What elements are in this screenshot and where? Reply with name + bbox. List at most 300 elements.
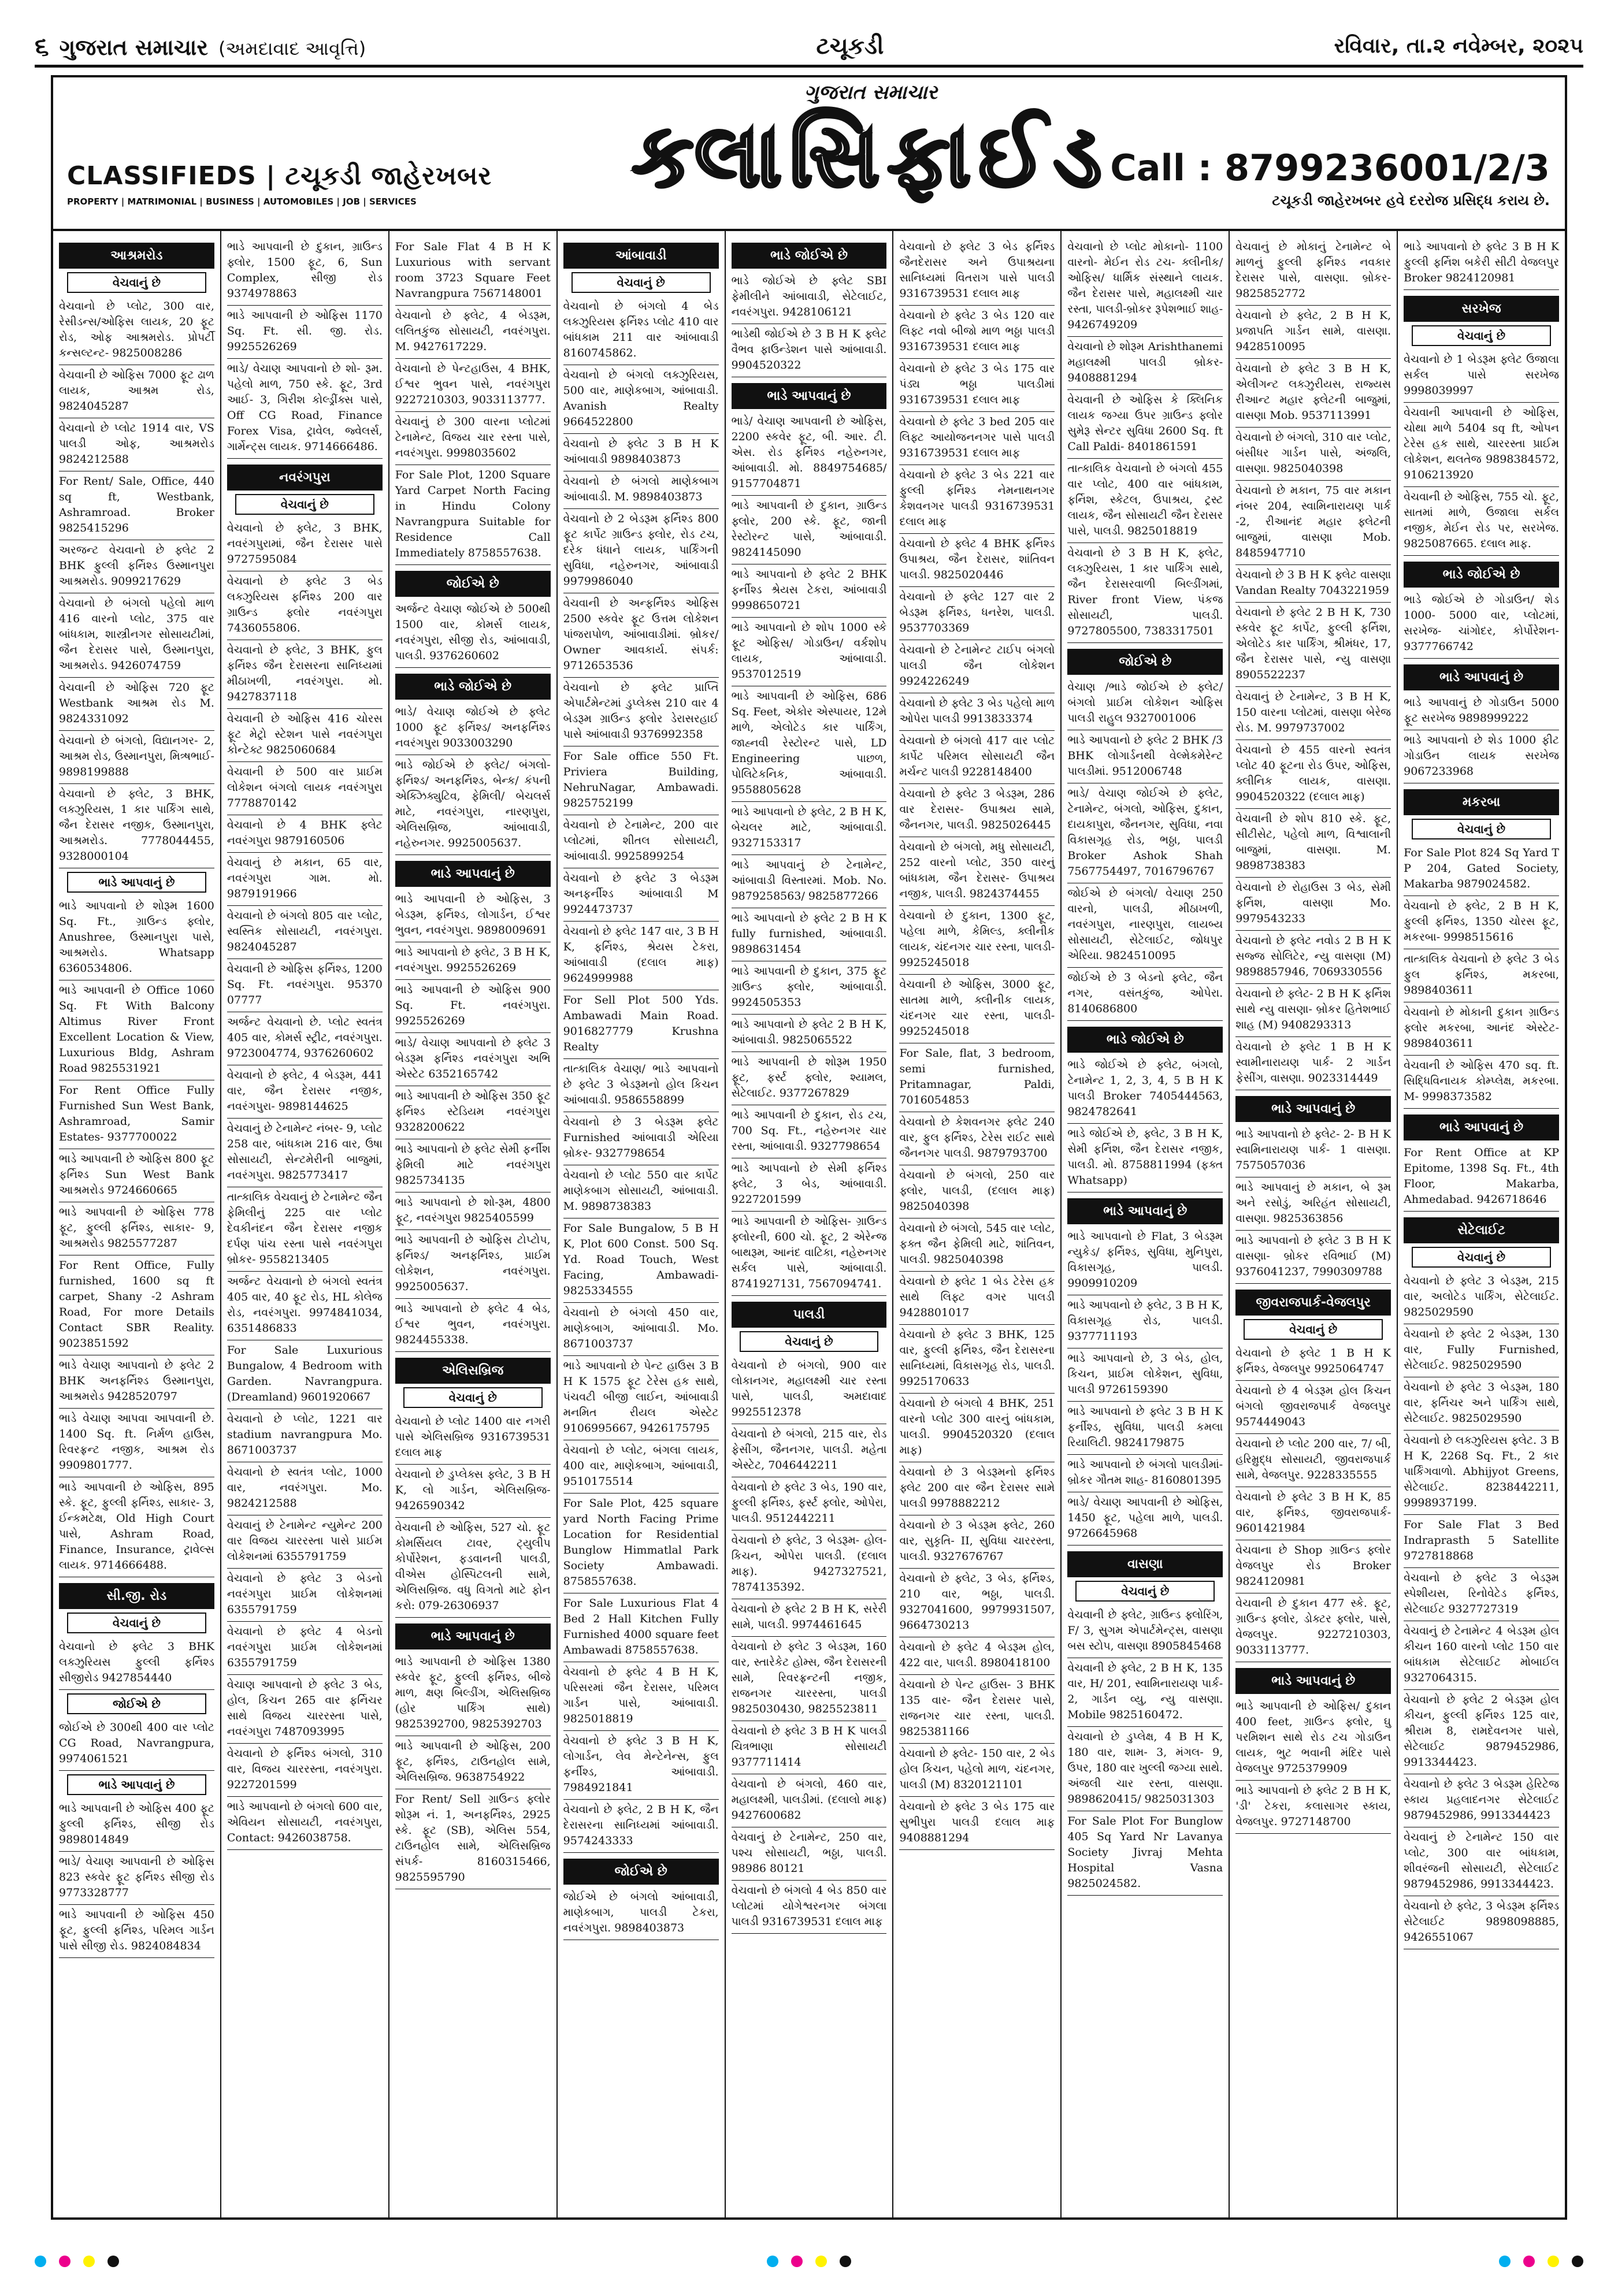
classified-ad: વેચવાનો છે ફ્લેટ 3 B H K, 85 વાર, ફર્નિશ્ડ, જીવરાજપાર્ક- 9601421984: [1235, 1487, 1391, 1540]
classified-ad: For Sale Bungalow, 5 B H K, Plot 600 Const. 500 Sq. Yd. Road Touch, West Facing, Ambawadi- 9825334555: [563, 1218, 719, 1303]
contact-box: [1110, 147, 1550, 209]
call-note: ટચૂકડી જાહેરખબર હવે દરરોજ પ્રસિદ્ધ કરાય છે.: [1272, 192, 1550, 209]
classified-ad: વેચવાનો છે ફ્લેટ 3 B H K, એલીગન્ટ લક્ઝુરીયસ, રાજ્યસ રીઆન્ટ મહાર ફ્લેટની બાજુમાં, વાસણા Mob. 9537113991: [1235, 359, 1391, 428]
classified-ad: વેચવાનું છે ટેનામેન્ટ 4 બેડરૂમ હોલ કીચન 160 વારનો પ્લોટ 150 વાર બાંધકામ સેટેલાઈટ મોબાઈલ 9327064315.: [1404, 1621, 1559, 1690]
classified-ad: વેચવાનો છે પ્લોટ, બંગલા લાયક, 400 વાર, માણેકબાગ, આંબાવાડી, 9510175514: [563, 1440, 719, 1493]
area-heading: એલિસબ્રિજ: [395, 1358, 551, 1384]
classified-ad: ભાડે આપવાનો છે શો-રૂમ, 4800 ફૂટ, નવરંગપુરા 9825405599: [395, 1192, 551, 1230]
classified-ad: વેચવાનો છે બંગલો, 310 વાર પ્લોટ, બંસીધર ગાર્ડન પાસે, અંજલિ, વાસણા. 9825040398: [1235, 428, 1391, 481]
ad-column: [221, 231, 389, 2217]
classified-ad: વેચવાનો છે મોકાની દુકાન ગ્રાઉન્ડ ફ્લોર મકરબા, આનંદ એસ્ટેટ- 9898403611: [1404, 1002, 1559, 1056]
page-footer: [35, 2250, 1583, 2273]
classified-ad: ભાડે આપવાની છે ઓફિસ/ દુકાન 400 feet, ગ્રાઉન્ડ ફ્લોર, ઘુ પરમિશન સાથે રોડ ટચ ગોડાઉન લાયક, ભુટ ભવાની મંદિર પાસે વેજલપુર 9725379909: [1235, 1696, 1391, 1781]
magenta-mark: [1523, 2256, 1535, 2267]
classified-ad: વેચવાનો છે 2 બેડરૂમ ફર્નિશ્ડ 800 ફૂટ કાર્પેટ ગ્રાઉન્ડ ફ્લોર, રોડ ટચ, દરેક ધંધાને લાયક, પાર્કિંગની સુવિધા, નહેરુનગર, આંબાવાડી 9979986040: [563, 509, 719, 593]
classified-page: [51, 75, 1567, 2220]
classified-ad: વેચવાનો છે શોરૂમ Arishthanemi મહાલક્ષ્મી પાલડી બ્રોકર- 9408881294: [1067, 337, 1223, 390]
classified-ad: For Sale Plot, 1200 Square Yard Carpet North Facing in Hindu Colony Navrangpura Suitable for Residence Call Immediately 8758557638.: [395, 465, 551, 565]
classified-ad: વેચવાનો છે બંગલો 805 વાર પ્લોટ, સ્વસ્તિક સોસાયટી, નવરંગપુરા. 9824045287: [227, 906, 383, 959]
category-heading: વેચવાનું છે: [67, 1613, 206, 1633]
classified-ad: ભાડે વેચાણ આપવાનો છે ફ્લેટ 2 BHK અનફર્નિશ્ડ ઉસ્માનપુરા, આશ્રમરોડ 9428520797: [59, 1355, 214, 1409]
classified-ad: ભાડે/ વેચાણ આપવાની છે ઓફિસ 823 સ્કવેર ફૂટ ફર્નિશ્ડ સીજી રોડ 9773328777: [59, 1852, 214, 1905]
classified-ad: તાત્કાલિક વેચવાનું છે ટેનામેન્ટ જૈન ફેમિલીનું 225 વાર પ્લોટ દેવકીનંદન જૈન દેરાસર નજીક દર્પણ પાંચ રસ્તા પાસે નવરંગપુરા બ્રોકર- 9558213405: [227, 1187, 383, 1272]
classified-ad: For Sale Flat 3 Bed Indraprasth 5 Satellite 9727818868: [1404, 1515, 1559, 1568]
classified-ad: વેચવાનો છે ફ્લેટ, 2 B H K, જૈન દેરાસરના સાનિધ્યમાં આંબાવાડી. 9574243333: [563, 1800, 719, 1853]
classified-ad: વેચવાની આપવાની છે ઓફિસ, ચોથા માળે 5404 sq ft, ઓપન ટેરેસ હક સાથે, ચારરસ્તા પ્રાઈમ લોકેશન, થલતેજ 9898384572, 9106213920: [1404, 403, 1559, 487]
classified-ad: વેચવાનું છે 300 વારના પ્લોટમાં ટેનામેન્ટ, વિજય ચાર રસ્તા પાસે, નવરંગપુરા. 9998035602: [395, 412, 551, 465]
classified-ad: વેચવાનો છે ફ્લેટ 3 B H K, લોગાર્ડન, લેવ મેન્ટેનેન્સ, ફુલ ફર્નીશ્ડ, આંબાવાડી. 7984921841: [563, 1731, 719, 1800]
classified-ad: વેચવાનો છે બંગલો, મધુ સોસાયટી, 252 વારનો પ્લોટ, 350 વારનું બાંધકામ, જૈન દેરાસર- ઉપાશ્રય નજીક, પાલડી. 9824374455: [899, 837, 1055, 906]
classified-ad: ભાડે/ વેચાણ જોઈએ છે ફ્લેટ, ટેનામેન્ટ, બંગલો, ઓફિસ, દુકાન, દાયકાપુરા, જૈનનગર, સુવિધા, નવા વિકાસગૃહ રોડ, ભઠ્ઠા, પાલડી Broker Ashok Shah 7567754497, 7016796767: [1067, 783, 1223, 883]
category-heading: વેચવાનું છે: [1412, 325, 1551, 346]
classified-ad: વેચવાનો છે 3 B H K, ફ્લેટ, લક્ઝુરિયસ, 1 કાર પાર્કિંગ સાથે, જૈન દેરાસરવાળી બિલ્ડીંગમાં, River front View, પંકજ સોસાયટી, પાલડી. 9727805500, 7383317501: [1067, 543, 1223, 643]
classified-ad: ભાડે આપવાનો છે ફ્લેટ, 2 B H K, બેચલર માટે, આંબાવાડી. 9327153317: [732, 802, 887, 855]
cyan-mark: [767, 2256, 778, 2267]
section-label: ટચૂકડી: [816, 33, 884, 60]
classified-ad: ભાડે આપવાની છે દુકાન, ગ્રાઉન્ડ ફ્લોર, 1500 ફૂટ, 6, Sun Complex, સીજી રોડ 9374978863: [227, 237, 383, 306]
classified-ad: વેચવાની છે અન્ફર્નિશ્ડ ઓફિસ 2500 સ્કવેર ફૂટ ઉત્તમ લોકેશન પાંજરાપોળ, આંબાવાડીમાં. બ્રોકર/ Owner આવકાર્ય. સંપર્ક: 9712653536: [563, 593, 719, 678]
classified-ad: For Rent/ Sell ગ્રાઉન્ડ ફ્લોર શોરૂમ નં. 1, અનફર્નિશ્ડ, 2925 સ્કે. ફૂટ (SB), એલિસ 554, ટાઉનહોલ સામે, એલિસબ્રિજ સંપર્ક- 8160315466, 9825595790: [395, 1789, 551, 1889]
classified-ad: વેચવાની છે ઓફિસ 720 ફૂટ Westbank આશ્રમ રોડ M. 9824331092: [59, 678, 214, 731]
category-heading: જોઈએ છે: [67, 1693, 206, 1714]
classified-ad: ભાડે આપવાનો છે, 3 બેડ, હોલ, કિચન, પ્રાઈમ લોકેશન, સુવિધા, પાલડી 9726159390: [1067, 1348, 1223, 1402]
classified-ad: ભાડે આપવાની છે ઓફિસ 350 ફૂટ ફર્નિશ્ડ સ્ટેડિયમ નવરંગપુરા 9328200622: [395, 1086, 551, 1139]
classified-ad: વેચવાનો છે ફ્લેટ, 2 B H K, પ્રજાપતિ ગાર્ડન સામે, વાસણા. 9428510095: [1235, 306, 1391, 359]
classified-ad: વેચવાનો છે ફ્લેટ 2 બેડરૂમ, 130 વાર, Fully Furnished, સેટેલાઈટ. 9825029590: [1404, 1324, 1559, 1377]
area-heading: જોઈએ છે: [1067, 649, 1223, 675]
classified-ad: વેચવાનો છે પેન્ટહાઉસ, 4 BHK, ઈશ્વર ભુવન પાસે, નવરંગપુરા 9227210303, 9033113777.: [395, 359, 551, 412]
classified-ad: વેચાણ આપવાનો છે ફ્લેટ 3 બેડ, હોલ, કિચન 265 વાર ફર્નિચર સાથે વિજય ચારરસ્તા પાસે, નવરંગપુરા 7487093995: [227, 1675, 383, 1744]
classified-ad: વેચવાનો છે ફ્લેટ નવોડ 2 B H K સજ્જ સોલિટેર, ન્યુ વાસણા (M) 9898857946, 7069330556: [1235, 931, 1391, 984]
area-heading: નવરંગપુરા: [227, 465, 383, 491]
classified-ad: ભાડે આપવાનો છે શોરૂમ 1600 Sq. Ft., ગ્રાઉન્ડ ફ્લોર, Anushree, ઉસ્માનપુરા પાસે, આશ્રમરોડ. Whatsapp 6360534806.: [59, 896, 214, 980]
classified-ad: For Sale Flat 4 B H K Luxurious with servant room 3723 Square Feet Navrangpura 7567148001: [395, 237, 551, 306]
ad-columns: [53, 231, 1565, 2217]
classified-ad: For Rent Office, Fully furnished, 1600 sq ft carpet, Shany -2 Ashram Road, For more Details Contact SBR Reality. 9023851592: [59, 1255, 214, 1355]
classified-ad: વેચવાનો છે ફ્લેટ 3 બેડરૂમ હેરિટેજ સ્કાય પ્રહલાદનગર સેટેલાઈટ 9879452986, 9913344423: [1404, 1774, 1559, 1827]
classified-ad: ભાડે આપવાની છે દુકાન, 375 ફૂટ ગ્રાઉન્ડ ફ્લોર, આંબાવાડી. 9924505353: [732, 961, 887, 1015]
classified-ad: વેચવાનો છે ડુપ્લેક્ષ, 4 B H K, 180 વાર, શામ- 3, મંગલ- 9, ઉપર, 180 વાર ખુલ્લી જગ્યા સાથે. અંજલી ચાર રસ્તા, વાસણા. 9898620415/ 9825031303: [1067, 1727, 1223, 1811]
area-heading: સી.જી. રોડ: [59, 1583, 214, 1609]
classified-ad: વેચવાનો છે બંગલો, 250 વાર ફ્લોર, પાલડી, (દલાલ માફ) 9825040398: [899, 1165, 1055, 1218]
classified-ad: For Sale Luxurious Bungalow, 4 Bedroom with Garden. Navrangpura. (Dreamland) 9601920667: [227, 1340, 383, 1409]
classified-ad: વેચવાનો છે બંગલો, 460 વાર, મહાલક્ષ્મી, પાલડીમાં. (દલાલો માફ) 9427600682: [732, 1774, 887, 1827]
area-heading: ભાડે આપવાનું છે: [1404, 664, 1559, 690]
registration-marks-right: [1499, 2256, 1583, 2267]
classified-ad: વેચવાનો છે ફ્લેટ, 3 BHK, નવરંગપુરામાં, જૈન દેરાસર પાસે 9727595084: [227, 518, 383, 571]
category-heading: ભાડે આપવાનું છે: [67, 1774, 206, 1795]
classified-ad: ભાડે/ વેચાણ આપવાની છે ઓફિસ, 2200 સ્કવેર ફૂટ, બી. આર. ટી. એસ. રોડ ફર્નિશ્ડ નહેરુનગર, આંબાવાડી. મો. 8849754685/ 9157704871: [732, 411, 887, 496]
yellow-mark: [83, 2256, 95, 2267]
classified-ad: ભાડે આપવાનો છે ફ્લેટ 3 B H K વાસણા- બ્રોકર રવિભાઈ (M) 9376041237, 7990309788: [1235, 1231, 1391, 1284]
ad-column: [53, 231, 221, 2217]
classified-ad: ભાડે આપવાની છે ઓફિસ 800 ફૂટ ફર્નિશ્ડ Sun West Bank આશ્રમરોડ 9724660665: [59, 1149, 214, 1202]
classified-ad: વેચવાનો છે બંગલો 4 બેડ લક્ઝુરિયસ ફર્નિશ્ડ પ્લોટ 410 વાર બાંધકામ 211 વાર આંબાવાડી 8160745862.: [563, 296, 719, 365]
classified-ad: For Sell Plot 500 Yds. Ambawadi Main Road. 9016827779 Krushna Realty: [563, 990, 719, 1059]
classified-ad: વેચવાનો છે ફ્લેટ 2 B H K, 730 સ્કવેર ફૂટ કાર્પેટ, ફુલ્લી ફર્નિશ, એલોટેડ કાર પાર્કિંગ, શ્રીમંધર, 17, જૈન દેરાસર પાસે, ન્યુ વાસણા 8905522237: [1235, 603, 1391, 687]
classified-ad: વેચવાનો છે ફ્લેટ- 150 વાર, 2 બેડ હોલ કિચન, પહેલો માળ, ચંદનગર, પાલડી (M) 8320121101: [899, 1744, 1055, 1797]
area-heading: ભાડે આપવાનું છે: [395, 1623, 551, 1649]
classified-ad: ભાડે આપવાનો છે ફ્લેટ 2 BHK ફર્નીશ્ડ શ્રેયસ ટેકરા, આંબાવાડી 9998650721: [732, 564, 887, 618]
classified-ad: ભાડે આપવાનો છે ફ્લેટ, 3 B H K, વિકાસગૃહ રોડ, પાલડી. 9377711193: [1067, 1295, 1223, 1348]
classified-ad: વેચવાનો છે 3 બેડરૂમ ફ્લેટ Furnished આંબાવાડી એરિયા બ્રોકર- 9327798654: [563, 1112, 719, 1165]
area-heading: ભાડે જોઈએ છે: [395, 674, 551, 700]
classified-ad: વેચવાની છે ઓફિસ, 755 ચો. ફૂટ, સાતમાં માળે, ઉજાલા સર્કલ નજીક, મેઈન રોડ પર, સરખેજ. 9825087665. દલાલ માફ.: [1404, 487, 1559, 556]
classified-ad: વેચવાનો છે 3 બેડરૂમ ફ્લેટ, 260 વાર, સુકૃતિ- II, સુવિધા ચારરસ્તા, પાલડી. 9327676767: [899, 1515, 1055, 1569]
classified-ad: વેચવાનો છે ફ્લેટ 3 B H K પાલડી ચિત્રભાણા સોસાયટી 9377711414: [732, 1721, 887, 1774]
classified-ad: વેચવાનો છે ફ્લેટ 3 બેડરૂમ અનફર્નીશ્ડ આંબાવાડી M 9924473737: [563, 868, 719, 922]
classified-ad: વેચવાનો છે ફ્લેટ 3 બેડરૂમ, 215 વાર, અલોટેડ પાર્કિંગ, સેટેલાઈટ. 9825029590: [1404, 1271, 1559, 1324]
classified-ad: ભાડે આપવાનો છે ફ્લેટ 3 B H K ફર્નીશ્ડ, સુવિધા, પાલડી કમલા રિયાલિટી. 9824179875: [1067, 1402, 1223, 1455]
classified-ad: વેચવાનો છે બંગલો 417 વાર પ્લોટ કાર્પેટ પરિમલ સોસાયટી જૈન મર્ચન્ટ પાલડી 9228148400: [899, 731, 1055, 784]
classified-ad: ભાડે આપવાની છે ઓફિસ ટોપ્ટોપ, ફર્નિશ્ડ/ અનફર્નિશ્ડ, પ્રાઈમ લોકેશન, નવરંગપુરા. 9925005637.: [395, 1230, 551, 1299]
page-header: [35, 28, 1583, 68]
category-heading: વેચવાનું છે: [740, 1331, 879, 1352]
category-heading: વેચવાનું છે: [1412, 1247, 1551, 1268]
classified-ad: વેચવાનું છે ટેનામેન્ટ 150 વાર પ્લોટ, 300 વાર બાંધકામ, શીવરંજની સોસાયટી, સેટેલાઈટ 9879452986, 9913344423.: [1404, 1827, 1559, 1896]
classified-ad: વેચવાનો છે ફ્લેટ 3 બેડરૂમ, 180 વાર, ફર્નિચર અને પાર્કિંગ સાથે, સેટેલાઈટ. 9825029590: [1404, 1377, 1559, 1431]
classified-ad: ભાડે આપવાનો છે ફ્લેટ 2 B H K fully furnished, આંબાવાડી. 9898631454: [732, 908, 887, 961]
classified-ad: ભાડે આપવાનો છે સેમી ફર્નિશ્ડ ફ્લેટ, 3 બેડ, આંબાવાડી. 9227201599: [732, 1158, 887, 1212]
classifieds-categories: PROPERTY | MATRIMONIAL | BUSINESS | AUTOMOBILES | JOB | SERVICES: [67, 196, 417, 207]
classified-ad: વેચવાનો છે ફ્લેટ 3 બેડ 120 વાર લિફ્ટ નવો બીજો માળ ભઠ્ઠા પાલડી 9316739531 દલાલ માફ: [899, 306, 1055, 359]
category-heading: વેચવાનું છે: [235, 494, 374, 515]
classified-ad: ભાડે/ વેચાણ જોઈએ છે ફ્લેટ 1000 ફૂટ ફર્નિશ્ડ/ અનફર્નિશ્ડ નવરંગપુરા 9033003290: [395, 702, 551, 755]
classified-ad: વેચવાનો છે ફ્લેટ, 4 બેડરૂમ, 441 વાર, જૈન દેરાસર નજીક, નવરંગપુરા- 9898144625: [227, 1065, 383, 1119]
classified-ad: ભાડે આપવાની છે ઓફિસ, 686 Sq. Feet, એકોર એસ્પાયર, 12મે માળે, એલોટેડ કાર પાર્કિંગ, જાહ્નવી રેસ્ટોરન્ટ પાસે, LD Engineering પાછળ, પોલિટેકનિક, આંબાવાડી. 9558805628: [732, 686, 887, 802]
classified-ad: વેચવાનું છે ટેનામેન્ટ, 250 વાર, પશ્ચ સોસાયટી, ભઠ્ઠા, પાલડી. 98986 80121: [732, 1827, 887, 1881]
classified-ad: વેચવાનો છે ફ્લેટ 3 બેડ ફર્નિશ્ડ જૈનદેરાસર અને ઉપાશ્રયના સાનિધ્યમાં વિતરાગ પાસે પાલડી 9316739531 દલાલ માફ: [899, 237, 1055, 306]
classified-ad: વેચવાનો છે પ્લોટ, 300 વાર, રેસીડન્સ/ઓફિસ લાયક, 20 ફૂટ રોડ, ઓફ આશ્રમરોડ. પ્રોપર્ટી કન્સલ્ટન્ટ- 9825008286: [59, 296, 214, 365]
classified-ad: ભાડે આપવાની છે શોરૂમ 1950 ફૂટ, ફર્સ્ટ ફ્લોર, શ્યામલ, સેટેલાઈટ. 9377267829: [732, 1052, 887, 1105]
classifieds-title: CLASSIFIEDS | ટચૂકડી જાહેરખબર: [67, 161, 492, 191]
cyan-mark: [35, 2256, 46, 2267]
classified-ad: ભાડે આપવાની છે ઓફિસ, 895 સ્કે. ફૂટ, ફુલ્લી ફર્નિશ્ડ, સાકાર- 3, ઈન્કમટેક્ષ, Old High Court પાસે, Ashram Road, Finance, Insurance, ટ્રાવેલ્સ લાયક. 9714666488.: [59, 1477, 214, 1577]
classified-ad: ભાડે આપવાનો છે પેન્ટ હાઉસ 3 B H K 1575 ફૂટ ટેરેસ હક સાથે, પંચવટી બીજી લાઈન, આંબાવાડી મનમિત રીયલ એસ્ટેટ 9106995667, 9426175795: [563, 1356, 719, 1440]
brand-paper-name: ગુજરાત સમાચાર: [804, 81, 938, 104]
classified-ad: ભાડે આપવાનો છે ફ્લેટ- 2- B H K સ્વામિનારાયણ પાર્ક- 1 વાસણા. 7575057036: [1235, 1124, 1391, 1177]
classified-ad: વેચવાનો છે ટેનામેન્ટ, 200 વાર પ્લોટમાં, શીતલ સોસાયટી, આંબાવાડી. 9925899254: [563, 815, 719, 868]
classified-ad: વેચવાની છે ઓફિસ 7000 ફૂટ ઢાળ લાયક, આશ્રમ રોડ, 9824045287: [59, 365, 214, 418]
classified-ad: વેચવાનો છે ફ્લેટ, 2 B H K, ફુલ્લી ફર્નિશ્ડ, 1350 ચોરસ ફૂટ, મકરબા- 9998515616: [1404, 896, 1559, 949]
classified-ad: વેચવાનો છે ફર્નિશ્ડ બંગલો, 310 વાર, વિજય ચારરસ્તા, નવરંગપુરા. 9227201599: [227, 1744, 383, 1797]
classified-ad: ભાડે આપવાનો છે ફ્લેટ 4 બેડ, ઈશ્વર ભુવન, નવરંગપુરા. 9824455338.: [395, 1299, 551, 1352]
classified-ad: વેચવાનો છે ફ્લેટ 4 બેડનો નવરંગપુરા પ્રાઈમ લોકેશનમાં 6355791759: [227, 1622, 383, 1675]
area-heading: ભાડે જોઈએ છે: [732, 243, 887, 269]
classified-ad: વેચવાનો છે સ્વતંત્ર પ્લોટ, 1000 વાર, નવરંગપુરા. Mo. 9824212588: [227, 1462, 383, 1515]
classified-ad: વેચવાનો છે ફ્લેટ 3 બેડરૂમ સ્પેશીયસ, રિનોવેટેડ ફર્નિશ્ડ, સેટેલાઈટ 9327727319: [1404, 1568, 1559, 1621]
category-heading: વેચવાનું છે: [1244, 1319, 1383, 1340]
category-heading: વેચવાનું છે: [1412, 819, 1551, 839]
classified-ad: ભાડે આપવાની છે ઓફિસ- ગ્રાઉન્ડ ફ્લોરની, 600 ચો. ફૂટ, 2 એરેન્જ બાથરૂમ, આનંદ વાટિકા, નહેરુનગર સર્કલ પાસે, આંબાવાડી. 8741927131, 7567094741.: [732, 1212, 887, 1296]
classified-ad: વેચવાનો છે કેશવનગર ફ્લેટ 240 વાર, ફુલ ફર્નિશ્ડ, ટેરેસ રાઈટ સાથે જૈનનગર પાલડી. 9879793700: [899, 1112, 1055, 1165]
classified-ad: For Sale office 550 Ft. Priviera Building, NehruNagar, Ambawadi. 9825752199: [563, 746, 719, 815]
classified-ad: વેચવાનો છે ફ્લેટ 2 બેડરૂમ હોલ કીચન, ફુલ્લી ફર્નિશ્ડ 125 વાર, શ્રીરામ 8, રામદેવનગર પાસે, સેટેલાઈટ 9879452986, 9913344423.: [1404, 1690, 1559, 1774]
classified-ad: વેચવાનો છે ફ્લેટ 3 બેડરૂમ, 160 વાર, સ્તારેકેટ હોમ્સ, જૈન દેરાસરની સામે, રિવરફ્રન્ટની નજીક, રાજનગર ચારરસ્તા, પાલડી 9825030430, 9825523811: [732, 1637, 887, 1721]
classified-ad: For Sale Plot 824 Sq Yard T P 204, Gated Society, Makarba 9879024582.: [1404, 843, 1559, 896]
area-heading: ભાડે આપવાનું છે: [1235, 1668, 1391, 1694]
classified-ad: વેચવાનો છે ફ્લેટ 2 B H K, સરેરી સામે, પાલડી. 9974461645: [732, 1599, 887, 1637]
ad-column: [893, 231, 1062, 2217]
cyan-mark: [1499, 2256, 1511, 2267]
classified-ad: વેચવાનો છે ફ્લેટ, 3 BHK, લક્ઝુરિયસ, 1 કાર પાર્કિંગ સાથે, જૈન દેરાસર નજીક, ઉસ્માનપુરા, આશ્રમરોડ. 7778044455, 9328000104: [59, 784, 214, 868]
call-number: Call : 8799236001/2/3: [1110, 147, 1550, 189]
classified-ad: જોઈએ છે 3 બેડનો ફ્લેટ, જૈન નગર, વસંતકુંજ, ઓપેરા. 8140686800: [1067, 968, 1223, 1021]
classified-ad: ભાડે જોઈએ છે ફ્લેટ, બંગલો, ટેનામેન્ટ 1, 2, 3, 4, 5 B H K પાલડી Broker 7405444563, 9824782641: [1067, 1055, 1223, 1124]
area-heading: આશ્રમરોડ: [59, 243, 214, 269]
classified-ad: વેચવાનો છે રોહાઉસ 3 બેડ, સેમી ફર્નિશ, વાસણા Mo. 9979543233: [1235, 878, 1391, 931]
classified-ad: ભાડે આપવાનો છે ફ્લેટ 3 B H K ફુલ્લી ફર્નિશ બકેરી સીટી વેજલપુર Broker 9824120981: [1404, 237, 1559, 290]
classified-ad: વેચવાનો છે ફ્લેટ 3 બેડ 175 વાર સુભીપુરા પાલડી દલાલ માફ 9408881294: [899, 1797, 1055, 1850]
classified-ad: ભાડે આપવાનો છે Flat, 3 બેડરૂમ ન્યુકેડ/ ફર્નિશ્ડ, સુવિધા, મુનિપુરા, વિકાસગૃહ, પાલડી. 9909910209: [1067, 1227, 1223, 1295]
classified-ad: વેચાણ /ભાડે જોઈએ છે ફ્લેટ/ બંગલો પ્રાઈમ લોકેશન ઓફિસ પાલડી રાહુલ 9327001006: [1067, 677, 1223, 730]
classified-ad: વેચવાનો છે પ્લોટ 550 વાર કાર્પેટ માણેકબાગ સોસાયટી, આંબાવાડી. M. 9898738383: [563, 1165, 719, 1218]
category-heading: ભાડે આપવાનું છે: [67, 872, 206, 893]
classified-ad: વેચવાની છે ઓફિસ, 3000 ફૂટ, સાતમા માળે, ક્લીનીક લાયક, ચંદનગર ચાર રસ્તા, પાલડી- 9925245018: [899, 975, 1055, 1043]
classified-ad: ભાડે આપવાનો છે ફ્લેટ 2 B H K, 'ડી' ટેકરા, કલાસાગર સ્કાય, વેજલપુર. 9727148700: [1235, 1781, 1391, 1834]
classified-ad: For Sale Plot For Bunglow 405 Sq Yard Nr Lavanya Society Jivraj Mehta Hospital Vasna 9825024582.: [1067, 1811, 1223, 1896]
classified-ad: ભાડે આપવાનો છે ફ્લેટ, 3 B H K, નવરંગપુરા. 9925526269: [395, 942, 551, 980]
black-mark: [1572, 2256, 1583, 2267]
masthead: [53, 77, 1565, 231]
classified-ad: વેચવાનો છે ફ્લેટ 3 BHK, 125 વાર, ફુલ્લી ફર્નિશ્ડ, જૈન દેરાસરના સાનિધ્યમાં, વિકાસગૃહ રોડ, પાલડી. 9925170633: [899, 1325, 1055, 1394]
area-heading: ભાડે જોઈએ છે: [1404, 562, 1559, 588]
area-heading: સરખેજ: [1404, 296, 1559, 322]
classified-ad: ભાડે આપવાની છે ઓફિસ, 200 ફૂટ, ફર્નિશ્ડ, ટાઉનહોલ સામે, એલિસબ્રિજ. 9638754922: [395, 1736, 551, 1789]
area-heading: ભાડે આપવાનું છે: [395, 861, 551, 887]
classified-ad: ભાડે/ વેચાણ આપવાની છે ઓફિસ, 1450 ફૂટ, પહેલા માળે, પાલડી. 9726645968: [1067, 1492, 1223, 1545]
classified-ad: ભાડે આપવાનો છે ફ્લેટ સેમી ફર્નીશ ફેમિલી માટે નવરંગપુરા 9825734135: [395, 1139, 551, 1192]
classified-ad: For Rent/ Sale, Office, 440 sq ft, Westbank, Ashramroad. Broker 9825415296: [59, 471, 214, 540]
black-mark: [107, 2256, 119, 2267]
classified-ad: વેચવાનો છે પ્લોટ 200 વાર, 7/ બી, હરિમ્રુદ્ધ સોસાયટી, જીવરાજપાર્ક સામે, વેજલપુર. 9228335555: [1235, 1434, 1391, 1487]
newspaper-name: ગુજરાત સમાચાર: [59, 34, 208, 60]
classified-ad: ભાડે આપવાની છે દુકાન, રોડ ટચ, 700 Sq. Ft., નહેરુનગર ચાર રસ્તા, આંબાવાડી. 9327798654: [732, 1105, 887, 1158]
magenta-mark: [791, 2256, 803, 2267]
classified-ad: વેચવાનો છે ફ્લેટ 1 B H K સ્વામીનારાયણ પાર્ક- 2 ગાર્ડન ફેસીંગ, વાસણા. 9023314449: [1235, 1037, 1391, 1090]
area-heading: જીવરાજપાર્ક-વેજલપુર: [1235, 1290, 1391, 1316]
area-heading: જોઈએ છે: [395, 571, 551, 597]
classified-ad: વેચવાનો છે બંગલો 4 BHK, 251 વારનો પ્લોટ 300 વારનું બાંધકામ, પાલડી. 9904520320 (દલાલ માફ): [899, 1394, 1055, 1462]
classified-ad: ભાડે આપવાનું છે ગોડાઉન 5000 ફૂટ સરખેજ 9898999222: [1404, 693, 1559, 730]
classified-ad: ભાડે/ વેચાણ આપવાનો છે ફ્લેટ 3 બેડરૂમ ફર્નિશ્ડ નવરંગપુરા અભિ એસ્ટેટ 6352165742: [395, 1033, 551, 1086]
classified-ad: ભાડે આપવાની છે દુકાન, ગ્રાઉન્ડ ફ્લોર, 200 સ્કે. ફૂટ, જાની રેસ્ટોરન્ટ પાસે, આંબાવાડી. 9824145090: [732, 496, 887, 564]
category-heading: વેચવાનું છે: [572, 272, 711, 293]
yellow-mark: [815, 2256, 827, 2267]
classified-ad: વેચવાનો છે ફ્લેટ 3 bed 205 વાર લિફ્ટ આયોજનનગર પાસે પાલડી 9316739531 દલાલ માફ: [899, 412, 1055, 465]
classified-ad: વેચવાનો છે બંગલો 450 વાર, માણેકબાગ, આંબાવાડી. Mo. 8671003737: [563, 1303, 719, 1356]
classified-ad: વેચવાનો છે ટેનામેન્ટ ટાઈપ બંગલો પાલડી જૈન લોકેશન 9924226249: [899, 640, 1055, 693]
classified-ad: વેચવાનો છે ફ્લેટ, 3 બેડરૂમ ફર્નિશ્ડ સેટેલાઈટ 9898098885, 9426551067: [1404, 1896, 1559, 1949]
classified-ad: વેચવાનો છે 3 બેડરૂમનો ફર્નિશ્ડ ફ્લેટ 200 વાર જૈન દેરાસર સામે પાલડી 9978882212: [899, 1462, 1055, 1515]
classified-ad: વેચવાનો છે ફ્લેટ 3 બેડ 175 વાર પંડ્ય ભઠ્ઠા પાલડીમાં 9316739531 દલાલ માફ: [899, 359, 1055, 412]
category-heading: વેચવાનું છે: [67, 272, 206, 293]
classified-ad: વેચવાની છે 500 વાર પ્રાઈમ લોકેશન બંગલો લાયક નવરંગપુરા 7778870142: [227, 762, 383, 815]
classified-ad: વેચવાનો છે ફ્લેટ 4 BHK ફર્નિશ્ડ ઉપાશ્રય, જૈન દેરાસર, શાંતિવન પાલડી. 9825020446: [899, 534, 1055, 587]
classified-ad: વેચવાનો છે ફ્લેટ, 4 બેડરૂમ, લલિતકુંજ સોસાયટી, નવરંગપુરા. M. 9427617229.: [395, 306, 551, 359]
classified-ad: વેચવાનો છે બંગલો, 545 વાર પ્લોટ, ફક્ત જૈન ફેમિલી માટે, શાંતિવન, પાલડી. 9825040398: [899, 1218, 1055, 1272]
classified-ad: વેચવાનો છે ફ્લેટ 127 વાર 2 બેડરૂમ ફર્નિશ્ડ, ધનરેશ, પાલડી. 9537703369: [899, 587, 1055, 640]
classified-ad: ભાડે આપવાનો છે ફ્લેટ 2 BHK /3 BHK લોગાર્ડનથી વેલ્મેકમેરેન્ટ પાલડીમાં. 9512006748: [1067, 730, 1223, 783]
classified-ad: ભાડે આપવાનો છે ફ્લેટ 2 B H K, આંબાવાડી. 9825065522: [732, 1015, 887, 1052]
classified-ad: ભાડે જોઈએ છે ફ્લેટ SBI ફેમીલીને આંબાવાડી, સેટેલાઈટ, નવરંગપુરા. 9428106121: [732, 271, 887, 324]
classified-ad: વેચવાના છે Shop ગ્રાઉન્ડ ફ્લોર વેજલપુર રોડ Broker 9824120981: [1235, 1540, 1391, 1593]
classified-ad: વેચવાનો છે ફ્લેટ 1 B H K ફર્નિશ્ડ, વેજલપુર 9925064747: [1235, 1343, 1391, 1381]
ad-column: [726, 231, 894, 2217]
classified-ad: ભાડે આપવાની છે ઓફિસ 900 Sq. Ft. નવરંગપુરા. 9925526269: [395, 980, 551, 1033]
classified-ad: વેચવાનો છે બંગલો પહેલો માળ 416 વારનો પ્લોટ, 375 વાર બાંધકામ, શાસ્ત્રીનગર સોસાયટીમાં, જૈન દેરાસર પાસે, ઉસ્માનપુરા, આશ્રમરોડ. 9426074759: [59, 593, 214, 678]
classified-ad: ભાડે આપવાનું છે ટેનામેન્ટ, આંબાવાડી વિસ્તારમાં. Mob. No. 9879258563/ 9825877266: [732, 855, 887, 908]
classified-ad: અરજન્ટ વેચવાનો છે ફ્લેટ 2 BHK ફુલ્લી ફર્નિશ્ડ ઉસ્માનપુરા આશ્રમરોડ. 9099217629: [59, 540, 214, 593]
classified-ad: વેચવાનો છે 1 બેડરૂમ ફ્લેટ ઉજાલા સર્કલ પાસે સરખેજ 9998039997: [1404, 350, 1559, 403]
classified-ad: વેચવાનો છે પ્લોટ 1400 વાર નગરી પાસે એલિસબ્રિજ 9316739531 દલાલ માફ: [395, 1411, 551, 1465]
classified-ad: વેચવાનો છે બંગલો, વિદ્યાનગર- 2, આશ્રમ રોડ, ઉસ્માનપુરા, મિત્ર્ષભાઈ- 9898199888: [59, 731, 214, 784]
header-left: [35, 32, 366, 61]
magenta-mark: [59, 2256, 70, 2267]
area-heading: જોઈએ છે: [563, 1859, 719, 1885]
category-heading: વેચવાનું છે: [1075, 1581, 1215, 1602]
classified-ad: વેચવાનો છે ફ્લેટ 3 BHK લક્ઝુરિયસ ફુલ્લી ફર્નિશ્ડ સીજીરોડ 9427854440: [59, 1637, 214, 1690]
area-heading: ભાડે આપવાનું છે: [1067, 1198, 1223, 1224]
classified-ad: જોઈએ છે 300થી 400 વાર પ્લોટ CG Road, Navrangpura, 9974061521: [59, 1718, 214, 1771]
classified-ad: તાત્કાલિક વેચવાનો છે ફ્લેટ 3 બેડ ફુલ ફર્નિશ્ડ, મકરબા, 9898403611: [1404, 949, 1559, 1002]
edition-label: (અમદાવાદ આવૃત્તિ): [218, 37, 366, 60]
classified-ad: વેચવાનો છે 4 BHK ફ્લેટ નવરંગપુરા 9879160506: [227, 815, 383, 853]
classified-ad: ભાડે આપવાની છે Office 1060 Sq. Ft With Balcony Altimus River Front Excellent Location & View, Luxurious Bldg, Ashram Road 9825531921: [59, 980, 214, 1080]
classifieds-banner: [67, 161, 541, 207]
registration-marks-center: [767, 2256, 851, 2267]
page-number: ૬: [35, 31, 49, 61]
classified-ad: વેચવાનો છે ફ્લેટ- 2 B H K ફર્નિશ સાથે ન્યુ વાસણા- બ્રોકર હિતેશભાઈ શાહ (M) 9408293313: [1235, 984, 1391, 1037]
classified-ad: ભાડે જોઈએ છે ફ્લેટ/ બંગલો- ફર્નિશ્ડ/ અનફર્નિશ્ડ, બેન્ક/ કંપની એક્ઝિક્યુટિવ, ફેમિલી/ બેચલર્સ માટે, નવરંગપુરા, નારણપુરા, એલિસબ્રિજ, આંબાવાડી, નહેરુનગર. 9925005637.: [395, 755, 551, 855]
classified-ad: ભાડે આપવાનો છે શેડ 1000 ફીટ ગોડાઉન લાયક સરખેજ 9067233968: [1404, 730, 1559, 783]
classified-ad: ભાડે વેચાણ આપવા આપવાની છે. 1400 Sq. ft. નિર્મળ હાઉસ, રિવરફ્રન્ટ નજીક, આશ્રમ રોડ 9909801777.: [59, 1409, 214, 1477]
classified-ad: અર્જન્ટ વેચવાનો છે. પ્લોટ સ્વતંત્ર 405 વાર, કોમર્સ સ્ટ્રીટ, નવરંગપુરા. 9723004774, 9376260602: [227, 1012, 383, 1065]
classified-ad: વેચવાનો છે ફ્લેટ 4 B H K, પરિસરમાં જૈન દેરાસર, પરિમલ ગાર્ડન પાસે, આંબાવાડી. 9825018819: [563, 1662, 719, 1731]
classified-ad: વેચવાનું છે ટેનામેન્ટ, 3 B H K, 150 વારના પ્લોટમાં, વાસણા બેરેજ રોડ. M. 9979737002: [1235, 687, 1391, 740]
classified-ad: ભાડે આપવાની છે ઓફિસ 1380 સ્કવેર ફૂટ, ફુલ્લી ફર્નિશ્ડ, બીજે માળ, ક્ષણ બિલ્ડીંગ, એલિસબ્રિજ (હોર પાર્કિંગ સાથે) 9825392700, 9825392703: [395, 1652, 551, 1736]
classified-ad: ભાડે આપવાનો છે શોપ 1000 સ્કે ફૂટ ઓફિસ/ ગોડાઉન/ વર્કશોપ લાયક, આંબાવાડી. 9537012519: [732, 618, 887, 686]
classified-ad: વેચવાની છે ઓફિસ કે ક્લિનિક લાયક જગ્યા ઉપર ગ્રાઉન્ડ ફ્લોર સુમેરૂ સેન્ટર સુવિધા 2600 Sq. ft Call Paldi- 8401861591: [1067, 390, 1223, 459]
classified-ad: વેચવાની છે ઓફિસ 416 ચોરસ ફૂટ મેટ્રો સ્ટેશન પાસે નવરંગપુરા કોન્ટેક્ટ 9825060684: [227, 709, 383, 762]
classified-ad: વેચવાનો છે લક્ઝુરિયસ ફ્લેટ. 3 B H K, 2268 Sq. Ft., 2 કાર પાર્કિંગવાળો. Abhijyot Greens, સેટેલાઈટ. 8238442211, 9998937199.: [1404, 1431, 1559, 1515]
classified-ad: For Rent Office Fully Furnished Sun West Bank, Ashramroad, Samir Estates- 9377700022: [59, 1080, 214, 1149]
classified-ad: વેચવાનું છે મોકાનું ટેનામેન્ટ બે માળનું ફુલ્લી ફર્નિશ્ડ નવકાર દેરાસર પાસે, વાસણા. બ્રોકર- 9825852772: [1235, 237, 1391, 306]
classified-ad: વેચવાનો છે 3 B H K ફ્લેટ વાસણા Vandan Realty 7043221959: [1235, 565, 1391, 603]
yellow-mark: [1548, 2256, 1559, 2267]
classified-ad: વેચવાનો છે ફ્લેટ, 3 બેડ, ફર્નિશ્ડ, 210 વાર, ભઠ્ઠા, પાલડી. 9327041600, 9979931507, 9664730213: [899, 1569, 1055, 1637]
registration-marks-left: [35, 2256, 119, 2267]
ad-column: [389, 231, 558, 2217]
area-heading: મકરબા: [1404, 789, 1559, 815]
area-heading: ભાડે આપવાનું છે: [1235, 1096, 1391, 1122]
brand-title: ક્લાસિફાઈડ: [632, 106, 1110, 206]
classified-ad: વેચવાનો છે પેન્ટ હાઉસ- 3 BHK 135 વાર- જૈન દેરાસર પાસે, રાજનગર ચાર રસ્તા, પાલડી. 9825381166: [899, 1675, 1055, 1744]
classified-ad: ભાડે જોઈએ છે ગોડાઉન/ શેડ 1000- 5000 વાર, પ્લોટમાં, સરખેજ- ચાંગોદર, કોર્પોરેશન- 9377766742: [1404, 590, 1559, 659]
classified-ad: વેચવાનો છે પ્લોટ, 1221 વાર stadium navrangpura Mo. 8671003737: [227, 1409, 383, 1462]
brand-logo: [567, 81, 1174, 208]
classified-ad: વેચવાનો છે ફ્લેટ 3 બેડ 221 વાર ફુલ્લી ફર્નિશ્ડ નેમનાથનગર કેશવનગર પાલડી 9316739531 દલાલ માફ: [899, 465, 1055, 534]
classified-ad: વેચવાની છે દુકાન 477 સ્કે. ફૂટ, ગ્રાઉન્ડ ફ્લોર, ડોક્ટર ફ્લોર, પાસે, વેજલપુર. 9227210303, 9033113777.: [1235, 1593, 1391, 1662]
classified-ad: વેચવાનું છે ટેનામેન્ટ ન્યુમેન્ટ 200 વાર વિજય ચારરસ્તા પાસે પ્રાઈમ લોકેશનમાં 6355791759: [227, 1515, 383, 1569]
classified-ad: ભાડે આપવાની છે ઓફિસ 400 ફૂટ ફુલ્લી ફર્નિશ્ડ, સીજી રોડ 9898014849: [59, 1799, 214, 1852]
classified-ad: વેચવાનો છે પ્લોટ મોકાનો- 1100 વારનો- મેઈન રોડ ટચ- ક્લીનીક/ ઓફિસ/ ધાર્મિક સંસ્થાને લાયક. જૈન દેરાસર પાસે, મહાલક્ષ્મી ચાર રસ્તા, પાલડી-બ્રોકર રૂપેશભાઈ શાહ- 9426749209: [1067, 237, 1223, 337]
classified-ad: વેચવાનો છે 455 વારનો સ્વતંત્ર પ્લોટ 40 ફૂટના રોડ ઉપર, ઓફિસ, ક્લીનિક લાયક, વાસણા. 9904520322 (દલાલ માફ): [1235, 740, 1391, 809]
classified-ad: વેચવાનો છે ફ્લેટ, 3 BHK, ફુલ ફર્નિશ્ડ જૈન દેરાસરના સાનિધ્યમાં મીઠાખળી, નવરંગપુરા. મો. 9427837118: [227, 640, 383, 709]
ad-column: [1230, 231, 1398, 2217]
classified-ad: ભાડે આપવાની છે ઓફિસ 1170 Sq. Ft. સી. જી. રોડ. 9925526269: [227, 306, 383, 359]
classified-ad: For Sale Plot, 425 square yard North Facing Prime Location for Residential Bunglow Himmatlal Park Society Ambawadi. 8758557638.: [563, 1493, 719, 1593]
classified-ad: વેચવાની છે શોપ 810 સ્કે. ફૂટ, સીટીસેટ, પહેલો માળ, વિશ્વાલાની બાજુમાં, વાસણા. M. 9898738383: [1235, 809, 1391, 878]
classified-ad: વેચવાનો છે ફ્લેટ, 3 બેડરૂમ- હોલ- કિચન, ઓપેરા પાલડી. (દલાલ માફ). 9427327521, 7874135392.: [732, 1530, 887, 1599]
classified-ad: વેચવાનો છે ફ્લેટ 4 બેડરૂમ હોલ, 422 વાર, પાલડી. 8980418100: [899, 1637, 1055, 1675]
classified-ad: તાત્કાલિક વેચાણ/ ભાડે આપવાનો છે ફ્લેટ 3 બેડરૂમનો હોલ કિચન આંબાવાડી. 9586558899: [563, 1059, 719, 1112]
classified-ad: વેચવાની છે ફ્લેટ, 2 B H K, 135 વાર, H/ 201, સ્વામિનારાયણ પાર્ક- 2, ગાર્ડન વ્યુ, ન્યુ વાસણા. Mobile 9825160472.: [1067, 1658, 1223, 1727]
classified-ad: ભાડે આપવાની છે ઓફિસ, 3 બેડરૂમ, ફર્નિશ્ડ, લોગાર્ડન, ઈશ્વર ભુવન, નવરંગપુરા. 9898009691: [395, 889, 551, 942]
classified-ad: ભાડે આપવાનો છે બંગલો 600 વાર, એવિયન સોસાયટી, નવરંગપુરા, Contact: 9426038758.: [227, 1797, 383, 1850]
classified-ad: વેચવાની છે ઓફિસ 470 sq. ft. સિદ્ધિવિનાયક કોમ્પ્લેક્ષ, મકરબા. M- 9998373582: [1404, 1056, 1559, 1109]
classified-ad: For Sale Luxurious Flat 4 Bed 2 Hall Kitchen Fully Furnished 4000 square feet Ambawadi 8758557638.: [563, 1593, 719, 1662]
issue-date: રવિવાર, તા.૨ નવેમ્બર, ૨૦૨૫: [1334, 34, 1583, 58]
classified-ad: ભાડેથી જોઈએ છે 3 B H K ફ્લેટ વૈભવ ફાઉન્ડેશન પાસે આંબાવાડી. 9904520322: [732, 324, 887, 377]
area-heading: આંબાવાડી: [563, 243, 719, 269]
classified-ad: વેચવાનો છે ફ્લેટ 3 બેડનો નવરંગપુરા પ્રાઈમ લોકેશનમાં 6355791759: [227, 1569, 383, 1622]
ad-column: [1398, 231, 1565, 2217]
area-heading: ભાડે જોઈએ છે: [1067, 1027, 1223, 1053]
classified-ad: વેચવાનો છે ફ્લેટ 3 B H K આંબાવાડી 9898403873: [563, 434, 719, 471]
classified-ad: ભાડે/ વેચાણ આપવાનો છે શો- રૂમ. પહેલો માળ, 750 સ્કે. ફૂટ, 3rd આઈ- 3, ગિરીશ કોલ્ડ્રીંક્સ પાસે, Off CG Road, Finance Forex Visa, ટ્રાવેલ, જ્વેલર્સ, ગાર્મેન્ટ્સ લાયક. 9714666486.: [227, 359, 383, 459]
classified-ad: તાત્કાલિક વેચવાનો છે બંગલો 455 વાર પ્લોટ, 400 વાર બાંધકામ, ફર્નિશ, સ્કેટલ, ઉપાશ્રય, ટ્રસ્ટ લાયક, જૈન સોસાયટી જૈન દેરાસર પાસે, પાલડી. 9825018819: [1067, 459, 1223, 543]
classified-ad: વેચવાનો છે ફ્લેટ 3 બેડરૂમ, 286 વાર દેરાસર- ઉપાશ્રય સામે, જૈનનગર, પાલડી. 9825026445: [899, 784, 1055, 837]
classified-ad: વેચવાનો છે ફ્લેટ 3 બેડ લક્ઝુરિયસ ફર્નિશ્ડ 200 વાર ગ્રાઉન્ડ ફ્લોર નવરંગપુરા 7436055806.: [227, 571, 383, 640]
classified-ad: વેચવાનો છે ફ્લેટ પ્રાપ્તિ એપાર્ટમેન્ટમાં ડુપ્લેક્સ 210 વાર 4 બેડરૂમ ગ્રાઉન્ડ ફ્લોર ડેરાસરહાઈ પાસે આંબાવાડી 9376992358: [563, 678, 719, 746]
classified-ad: વેચવાનો છે પ્લોટ 1914 વાર, VS પાલડી ઓફ, આશ્રમરોડ 9824212588: [59, 418, 214, 471]
classified-ad: ભાડે આપવાની છે ઓફિસ 450 ફૂટ, ફુલ્લી ફર્નિશ્ડ, પરિમલ ગાર્ડન પાસે સીજી રોડ. 9824084834: [59, 1905, 214, 1958]
area-heading: વાસણા: [1067, 1551, 1223, 1577]
classified-ad: ભાડે આપવાનું છે મકાન, બે રૂમ અને રસોડું, અરિહંત સોસાયટી, વાસણા. 9825363856: [1235, 1177, 1391, 1231]
classified-ad: ભાડે આપવાનો છે બંગલો પાલડીમાં- બ્રોકર ગૌતમ શાહ- 8160801395: [1067, 1455, 1223, 1492]
black-mark: [840, 2256, 851, 2267]
category-heading: વેચવાનું છે: [403, 1387, 543, 1408]
classified-ad: વેચવાનો છે ફ્લેટ 3 બેડ પહેલો માળ ઓપેરા પાલડી 9913833374: [899, 693, 1055, 731]
area-heading: પાલડી: [732, 1302, 887, 1328]
classified-ad: વેચવાનો છે બંગલો 4 બેડ 850 વાર પ્લોટમાં યોગેશ્વરનગર બંગલા પાલડી 9316739531 દલાલ માફ: [732, 1881, 887, 1934]
classified-ad: ભાડે જોઈએ છે, ફ્લેટ, 3 B H K, સેમી ફર્નિશ, જૈન દેરાસર નજીક, પાલડી. મો. 8758811994 (ફક્ત Whatsapp): [1067, 1124, 1223, 1192]
classified-ad: અર્જન્ટ વેચાણ જોઈએ છે 500થી 1500 વાર, કોમર્સ લાયક, નવરંગપુરા, સીજી રોડ, આંબાવાડી, પાલડી. 9376260602: [395, 599, 551, 668]
classified-ad: વેચવાનો છે બંગલો માણેકબાગ આંબાવાડી. M. 9898403873: [563, 471, 719, 509]
classified-ad: અર્જન્ટ વેચવાનો છે બંગલો સ્વતંત્ર 405 વાર, 40 ફૂટ રોડ, HL કોલેજ રોડ, નવરંગપુરા. 9974841034, 6351486833: [227, 1272, 383, 1340]
classified-ad: વેચવાનો છે બંગલો, 900 વાર લોકાનગર, મહાલક્ષ્મી ચાર રસ્તા પાસે, પાલડી, અમદાવાદ 9925512378: [732, 1355, 887, 1424]
classified-ad: ભાડે આપવાની છે ઓફિસ 778 ફૂટ, ફુલ્લી ફર્નિશ્ડ, સાકાર- 9, આશ્રમરોડ 9825577287: [59, 1202, 214, 1255]
area-heading: ભાડે આપવાનું છે: [1404, 1114, 1559, 1140]
classified-ad: For Rent Office at KP Epitome, 1398 Sq. Ft., 4th Floor, Makarba, Ahmedabad. 9426718646: [1404, 1143, 1559, 1212]
classified-ad: વેચવાનો છે ડુપ્લેક્સ ફ્લેટ, 3 B H K, લો ગાર્ડન, એલિસબ્રિજ- 9426590342: [395, 1465, 551, 1518]
classified-ad: વેચવાની છે ફ્લેટ, ગ્રાઉન્ડ ફ્લોરિંગ, F/ 3, સુગમ એપાર્ટમેન્ટ્સ, વાસણા બસ સ્ટોપ, વાસણા 8905845468: [1067, 1605, 1223, 1658]
classified-ad: વેચવાની છે ઓફિસ ફર્નિશ્ડ, 1200 Sq. Ft. નવરંગપુરા. 95370 07777: [227, 959, 383, 1012]
classified-ad: વેચવાની છે ઓફિસ, 527 ચો. ફૂટ કોમર્સિયલ ટાવર, ટ્યુલીપ કોર્પોરેશન, ફડવાનની પાલડી, વીએસ હોસ્પિટલની સામે, એલિસબ્રિજ. વધુ વિગતો માટે ફોન કરો: 079-26306937: [395, 1518, 551, 1618]
ad-column: [558, 231, 726, 2217]
area-heading: ભાડે આપવાનું છે: [732, 383, 887, 409]
classified-ad: વેચવાનો છે મકાન, 75 વાર મકાન નંબર 204, સ્વામિનારાયણ પાર્ક -2, રીઆનંદ મહાર ફ્લેટની બાજુમાં, વાસણા Mob. 8485947710: [1235, 481, 1391, 565]
area-heading: સેટેલાઈટ: [1404, 1217, 1559, 1243]
classified-ad: જોઈએ છે બંગલો આંબાવાડી, માણેકબાગ, પાલડી ટેકરા, નવરંગપુરા. 9898403873: [563, 1887, 719, 1940]
ad-column: [1062, 231, 1230, 2217]
classified-ad: વેચવાનું છે મકાન, 65 વાર, નવરંગપુરા ગામ. મો. 9879191966: [227, 853, 383, 906]
classified-ad: For Sale, flat, 3 bedroom, semi furnished, Pritamnagar, Paldi, 7016054853: [899, 1043, 1055, 1112]
classified-ad: જોઈએ છે બંગલો/ વેચાણ 250 વારનો, પાલડી, મીઠાખળી, નવરંગપુરા, નારણપુરા, લાયબ્ય સોસાયટી, સેટેલાઈટ, જોધપુર એરિયા. 9824510095: [1067, 883, 1223, 968]
classified-ad: વેચવાનો છે બંગલો, 215 વાર, રોડ ફેસીંગ, જૈનનગર, પાલડી. મહેતા એસ્ટેટ, 7046442211: [732, 1424, 887, 1477]
classified-ad: વેચવાનો છે ફ્લેટ 3 બેડ, 190 વાર, ફુલ્લી ફર્નિશ્ડ, ફર્સ્ટ ફ્લોર, ઓપેરા, પાલડી. 9512442211: [732, 1477, 887, 1530]
